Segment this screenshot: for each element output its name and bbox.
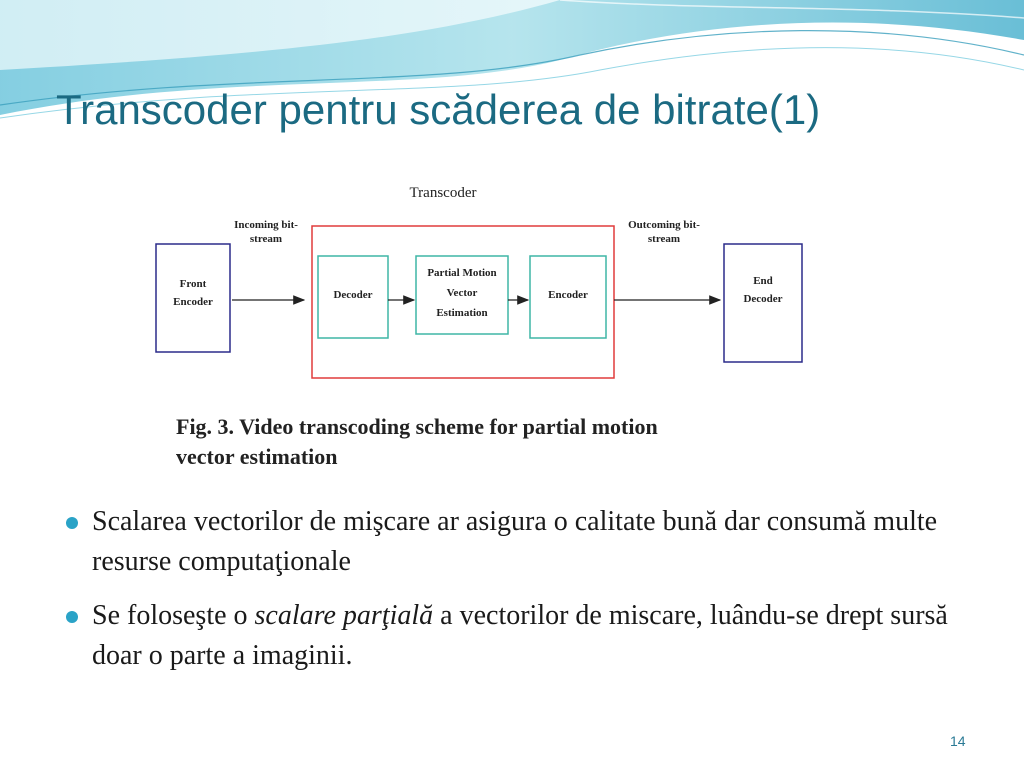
transcoder-diagram — [138, 172, 818, 486]
pme-label-2: Vector — [446, 287, 478, 299]
transcoder-figure — [138, 172, 818, 486]
bullet-list — [66, 502, 976, 690]
figure-caption-line-1: Fig. 3. Video transcoding scheme for partial motion — [176, 414, 658, 439]
figure-caption-line-2: vector estimation — [176, 444, 338, 469]
slide-title: Transcoder pentru scăderea de bitrate(1) — [56, 86, 821, 133]
bullet-text-post: a vectorilor de miscare, luându-se drept sursă doar o parte a imaginii. — [92, 600, 948, 671]
transcoder-label: Transcoder — [409, 185, 477, 201]
decoder-label: Decoder — [333, 289, 373, 301]
bullet-text-emphasis: scalare parţială — [254, 600, 434, 631]
page-number: 14 — [950, 733, 966, 749]
end-decoder-label-1: End — [753, 275, 773, 287]
bullet-text-pre: Se foloseşte o — [92, 600, 255, 631]
bullet-text: Scalarea vectorilor de mişcare ar asigura o calitate bună dar consumă multe resurse computaţionale — [92, 506, 938, 577]
outgoing-label-1: Outcoming bit- — [628, 219, 700, 231]
end-decoder-label-2: Decoder — [743, 293, 783, 305]
front-encoder-label-1: Front — [179, 278, 207, 290]
pme-label-1: Partial Motion — [427, 267, 497, 279]
pme-label-3: Estimation — [436, 307, 488, 319]
encoder-label: Encoder — [548, 289, 588, 301]
front-encoder-label-2: Encoder — [173, 296, 213, 308]
incoming-label-2: stream — [249, 233, 283, 245]
incoming-label-1: Incoming bit- — [234, 219, 298, 231]
bullet-item — [66, 502, 976, 582]
bullet-item — [66, 596, 976, 676]
outgoing-label-2: stream — [647, 233, 681, 245]
bullet-dot-icon — [66, 611, 78, 623]
bullet-dot-icon — [66, 517, 78, 529]
